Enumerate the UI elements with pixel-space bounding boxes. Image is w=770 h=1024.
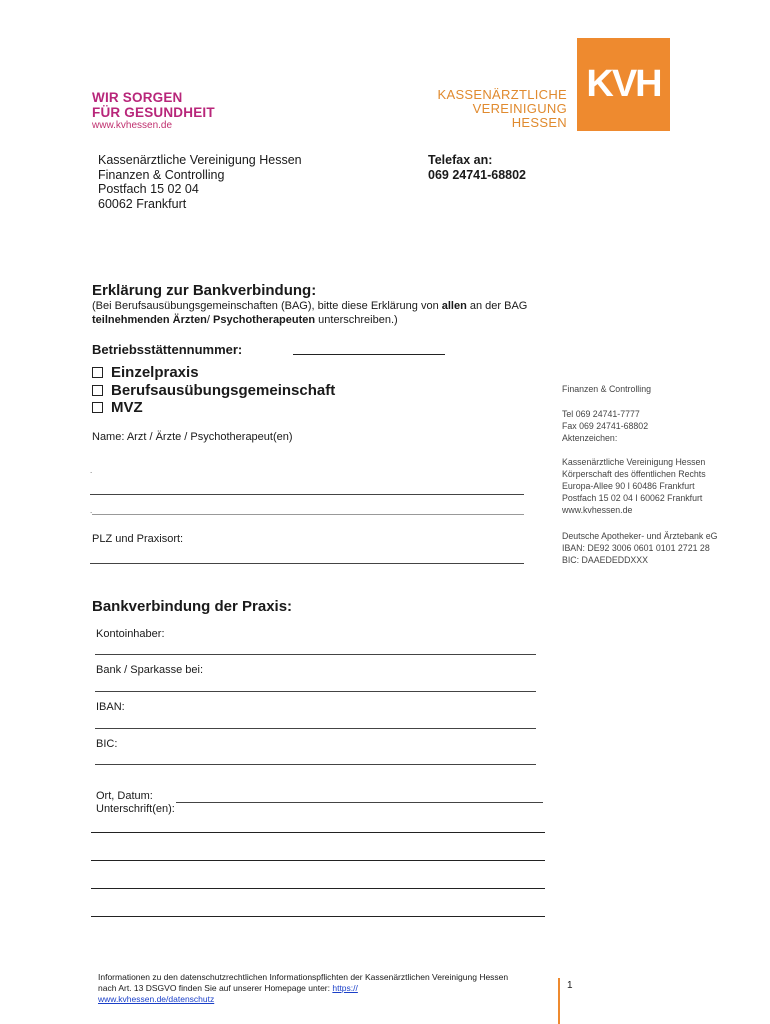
- subtitle-part1: (Bei Berufsausübungsgemeinschaften (BAG), bitte diese Erklärung von: [92, 300, 442, 312]
- sidebar-legal: Körperschaft des öffentlichen Rechts: [562, 469, 706, 479]
- recipient-line4: 60062 Frankfurt: [98, 196, 187, 211]
- signature-line-4[interactable]: [91, 916, 545, 917]
- page-number: 1: [567, 980, 573, 991]
- fax-number: 069 24741-68802: [428, 167, 527, 182]
- owner-line[interactable]: [95, 654, 536, 655]
- plz-line[interactable]: [90, 563, 524, 564]
- privacy-link-part2[interactable]: www.kvhessen.de/datenschutz: [98, 994, 215, 1004]
- slogan-line1: WIR SORGEN: [92, 90, 183, 105]
- org-line3: HESSEN: [511, 115, 567, 130]
- name-label: Name: Arzt / Ärzte / Psychotherapeut(en): [92, 431, 293, 443]
- name-line-1[interactable]: [90, 494, 524, 495]
- subtitle-bold1: allen: [441, 300, 467, 312]
- iban-line[interactable]: [95, 728, 536, 729]
- signature-line-1[interactable]: [91, 832, 545, 833]
- page-marker-bar: [558, 978, 560, 1024]
- sidebar-dept: Finanzen & Controlling: [562, 384, 651, 394]
- fax-label: Telefax an:: [428, 153, 493, 167]
- subtitle-part3: /: [206, 314, 214, 326]
- signature-label: Unterschrift(en):: [96, 803, 175, 815]
- signature-line-3[interactable]: [91, 888, 545, 889]
- declaration-subtitle: [92, 299, 572, 327]
- sidebar-web[interactable]: www.kvhessen.de: [562, 505, 633, 515]
- kvh-logo: [577, 38, 670, 131]
- sidebar-postbox: Postfach 15 02 04 I 60062 Frankfurt: [562, 493, 703, 503]
- bic-label: BIC:: [96, 738, 118, 750]
- subtitle-bold2: teilnehmenden Ärzten: [92, 314, 207, 326]
- slogan-line2: FÜR GESUNDHEIT: [92, 105, 215, 120]
- sidebar-tel: Tel 069 24741-7777: [562, 409, 640, 419]
- option-label: MVZ: [111, 399, 143, 416]
- sidebar-bank: [562, 530, 718, 566]
- place-date-label: Ort, Datum:: [96, 790, 153, 802]
- recipient-line1: Kassenärztliche Vereinigung Hessen: [98, 153, 302, 167]
- subtitle-bold3: Psychotherapeuten: [213, 314, 316, 326]
- signature-line-2[interactable]: [91, 860, 545, 861]
- name-line-2[interactable]: [92, 514, 524, 515]
- org-line2: VEREINIGUNG: [472, 101, 567, 116]
- option-einzelpraxis[interactable]: [92, 364, 335, 382]
- sidebar-street: Europa-Allee 90 I 60486 Frankfurt: [562, 481, 695, 491]
- bank-line[interactable]: [95, 691, 536, 692]
- sidebar-bank-name: Deutsche Apotheker- und Ärztebank eG: [562, 531, 718, 541]
- declaration-title: Erklärung zur Bankverbindung:: [92, 282, 317, 299]
- organization-name: [438, 88, 567, 130]
- checkbox-einzelpraxis[interactable]: [92, 367, 103, 378]
- option-label: Einzelpraxis: [111, 364, 199, 381]
- recipient-line3: Postfach 15 02 04: [98, 182, 199, 196]
- footer-text: Informationen zu den datenschutzrechtlichen Informationspflichten der Kassenärztlichen Vereinigung Hessen nach Art. 13 DSGVO finden Sie auf unserer Homepage unter:: [98, 972, 509, 993]
- slogan: [92, 90, 215, 120]
- recipient-address: [98, 153, 302, 211]
- bsnr-input-line[interactable]: [293, 354, 445, 355]
- bank-title: Bankverbindung der Praxis:: [92, 598, 293, 615]
- iban-label: IBAN:: [96, 701, 125, 713]
- sidebar-bic: BIC: DAAEDEDDXXX: [562, 555, 649, 565]
- logo-text: KVH: [586, 63, 661, 105]
- practice-type-options: [92, 364, 335, 417]
- privacy-link-part1[interactable]: https://: [332, 983, 358, 993]
- bsnr-label: Betriebsstättennummer:: [92, 342, 243, 357]
- checkbox-mvz[interactable]: [92, 402, 103, 413]
- org-line1: KASSENÄRZTLICHE: [437, 87, 567, 102]
- sidebar-org: Kassenärztliche Vereinigung Hessen: [562, 457, 706, 467]
- place-date-line[interactable]: [176, 802, 543, 803]
- owner-label: Kontoinhaber:: [96, 628, 165, 640]
- sidebar-aktenzeichen: Aktenzeichen:: [562, 433, 618, 443]
- privacy-footer: [98, 972, 528, 1005]
- bic-line[interactable]: [95, 764, 536, 765]
- sidebar-address: [562, 456, 706, 516]
- sidebar-contact: [562, 408, 648, 444]
- fax-block: [428, 153, 526, 182]
- marker-dot: .: [90, 506, 93, 515]
- sidebar-iban: IBAN: DE92 3006 0601 0101 2721 28: [562, 543, 710, 553]
- subtitle-part2: an der BAG: [466, 300, 528, 312]
- option-bag[interactable]: [92, 382, 335, 400]
- sidebar-fax: Fax 069 24741-68802: [562, 421, 649, 431]
- bank-label: Bank / Sparkasse bei:: [96, 664, 204, 676]
- plz-label: PLZ und Praxisort:: [92, 533, 184, 545]
- slogan-url[interactable]: www.kvhessen.de: [92, 120, 173, 131]
- option-mvz[interactable]: [92, 399, 335, 417]
- marker-dot: .: [90, 466, 93, 475]
- option-label: Berufsausübungsgemeinschaft: [111, 381, 336, 399]
- recipient-line2: Finanzen & Controlling: [98, 167, 225, 182]
- subtitle-part4: unterschreiben.): [315, 314, 398, 326]
- checkbox-bag[interactable]: [92, 385, 103, 396]
